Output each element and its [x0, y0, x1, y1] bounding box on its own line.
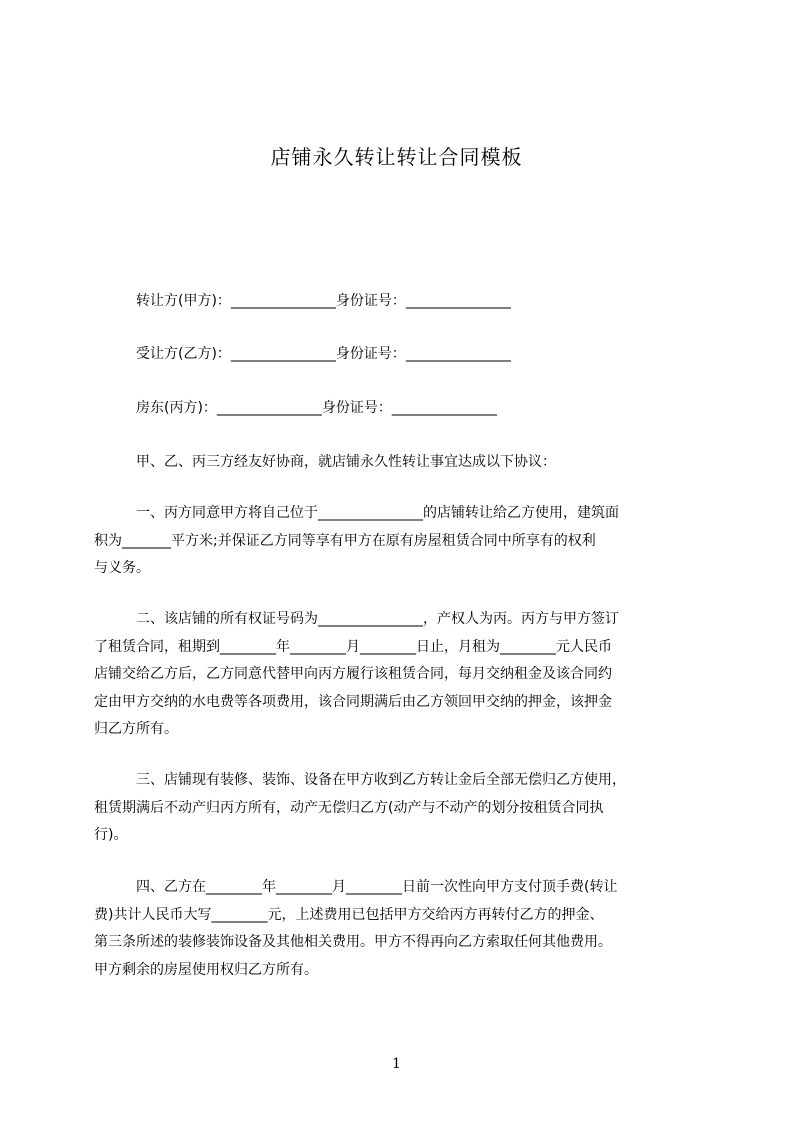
page-number: 1 — [392, 1056, 401, 1072]
clause-2-line: 二、该店铺的所有权证号码为_______________，产权人为丙。丙方与甲方签订 — [136, 611, 619, 627]
clause-2 — [94, 606, 698, 744]
clause-3 — [94, 767, 698, 850]
clause-4-line: 费)共计人民币大写________元，上述费用已包括甲方交给丙方再转付乙方的押金、 — [94, 906, 604, 923]
clause-1-line: 积为_______平方米;并保证乙方同等享有甲方在原有房屋租赁合同中所享有的权利 — [94, 532, 596, 549]
clause-2-line: 店铺交给乙方后，乙方同意代替甲向丙方履行该租赁合同，每月交纳租金及该合同约 — [94, 666, 612, 682]
clause-2-line: 了租赁合同，租期到________年________月________日止，月租为________元人民币 — [94, 638, 612, 655]
clause-4-line: 甲方剩余的房屋使用权归乙方所有。 — [94, 961, 318, 978]
clause-1-line: 与义务。 — [94, 560, 150, 576]
clause-1-line: 一、丙方同意甲方将自己位于_______________的店铺转让给乙方使用，建筑面 — [136, 505, 619, 521]
clause-1 — [94, 500, 698, 583]
clause-3-line: 行)。 — [94, 827, 128, 843]
clause-3-line: 租赁期满后不动产归丙方所有，动产无偿归乙方(动产与不动产的划分按租赁合同执 — [94, 799, 604, 816]
clause-4-line: 第三条所述的装修装饰设备及其他相关费用。甲方不得再向乙方索取任何其他费用。 — [94, 934, 612, 950]
transferee-line: 受让方(乙方)：_______________身份证号：_______________ — [136, 346, 511, 362]
landlord-line: 房东(丙方)：_______________身份证号：_______________ — [136, 400, 497, 416]
clause-4-line: 四、乙方在________年________月________日前一次性向甲方支付顶手费(转让 — [136, 879, 618, 895]
clause-2-line: 归乙方所有。 — [94, 721, 178, 737]
clause-4 — [94, 874, 698, 984]
clause-3-line: 三、店铺现有装修、装饰、设备在甲方收到乙方转让金后全部无偿归乙方使用， — [136, 772, 626, 788]
clause-2-line: 定由甲方交纳的水电费等各项费用，该合同期满后由乙方领回甲交纳的押金，该押金 — [94, 693, 612, 710]
document-title: 店铺永久转让转让合同模板 — [270, 145, 523, 169]
intro-paragraph: 甲、乙、丙三方经友好协商，就店铺永久性转让事宜达成以下协议： — [136, 454, 556, 470]
transferor-line: 转让方(甲方)：_______________身份证号：_______________ — [136, 293, 511, 309]
